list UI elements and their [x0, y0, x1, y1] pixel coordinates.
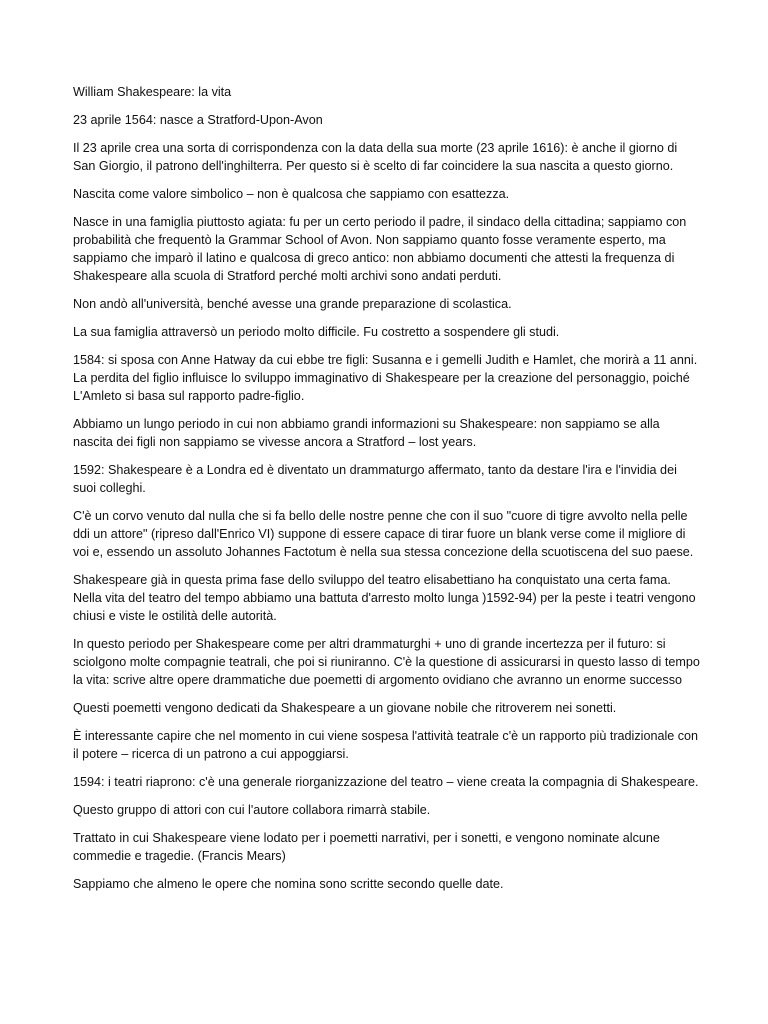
paragraph-uncertainty: In questo periodo per Shakespeare come per altri drammaturghi + uno di grande incertezza per il futuro: si sciolgono molte compagnie teatrali, che poi si riuniranno. C'è la questione di assicurarsi in questo lasso di tempo la vita: scrive altre opere drammatiche due poemetti di argomento ovidiano che avranno un enorme successo	[73, 637, 700, 687]
paragraph-university: Non andò all'università, benché avesse una grande preparazione di scolastica.	[73, 297, 512, 311]
paragraph-company-stable: Questo gruppo di attori con cui l'autore collabora rimarrà stabile.	[73, 803, 431, 817]
document-page	[73, 83, 703, 903]
paragraph-saint-george: Il 23 aprile crea una sorta di corrispondenza con la data della sua morte (23 aprile 1616): è anche il giorno di San Giorgio, il patrono dell'inghilterra. Per questo si è scelto di far coincidere la sua nascita a questo giorno.	[73, 141, 678, 173]
paragraph-1594-reopening: 1594: i teatri riaprono: c'è una generale riorganizzazione del teatro – viene creata la compagnia di Shakespeare.	[73, 775, 699, 789]
paragraph-upstart-crow: C'è un corvo venuto dal nulla che si fa bello delle nostre penne che con il suo "cuore di tigre avvolto nella pelle ddi un attore" (ripreso dall'Enrico VI) suppone di essere capace di tirar fuore un blank verse come il migliore di voi e, essendo un assoluto Johannes Factotum è nella sua stessa concezione della scuotiscena del suo paese.	[73, 509, 694, 559]
paragraph-1592-london: 1592: Shakespeare è a Londra ed è diventato un drammaturgo affermato, tanto da destare l'ira e l'invidia dei suoi colleghi.	[73, 463, 677, 495]
paragraph-family-education: Nasce in una famiglia piuttosto agiata: fu per un certo periodo il padre, il sindaco della cittadina; sappiamo con probabilità che frequentò la Grammar School of Avon. Non sappiamo quanto fosse veramente esperto, ma sappiamo che imparò il latino e qualcosa di greco antico: non abbiamo documenti che attesti la frequenza di Shakespeare alla scuola di Stratford perché molti archivi sono andati perduti.	[73, 215, 687, 283]
paragraph-birth-date: 23 aprile 1564: nasce a Stratford-Upon-Avon	[73, 113, 323, 127]
paragraph-elizabethan-fame: Shakespeare già in questa prima fase dello sviluppo del teatro elisabettiano ha conquistato una certa fama. Nella vita del teatro del tempo abbiamo una battuta d'arresto molto lunga )1592-94) per la peste i teatri vengono chiusi e viste le ostilità delle autorità.	[73, 573, 696, 623]
paragraph-1584-marriage: 1584: si sposa con Anne Hatway da cui ebbe tre figli: Susanna e i gemelli Judith e Hamlet, che morirà a 11 anni. La perdita del figlio influisce lo sviluppo immaginativo di Shakespeare per la creazione del personaggio, poiché L'Amleto si basa sul rapporto padre-figlio.	[73, 353, 698, 403]
paragraph-symbolic-birth: Nascita come valore simbolico – non è qualcosa che sappiamo con esattezza.	[73, 187, 510, 201]
paragraph-dating-works: Sappiamo che almeno le opere che nomina sono scritte secondo quelle date.	[73, 877, 504, 891]
paragraph-poems-dedication: Questi poemetti vengono dedicati da Shakespeare a un giovane nobile che ritroverem nei sonetti.	[73, 701, 617, 715]
paragraph-lost-years: Abbiamo un lungo periodo in cui non abbiamo grandi informazioni su Shakespeare: non sappiamo se alla nascita dei figli non sappiamo se vivesse ancora a Stratford – lost years.	[73, 417, 660, 449]
paragraph-family-difficulty: La sua famiglia attraversò un periodo molto difficile. Fu costretto a sospendere gli studi.	[73, 325, 560, 339]
document-title: William Shakespeare: la vita	[73, 85, 232, 99]
paragraph-francis-mears: Trattato in cui Shakespeare viene lodato per i poemetti narrativi, per i sonetti, e vengono nominate alcune commedie e tragedie. (Francis Mears)	[73, 831, 660, 863]
paragraph-patronage: È interessante capire che nel momento in cui viene sospesa l'attività teatrale c'è un rapporto più tradizionale con il potere – ricerca di un patrono a cui appoggiarsi.	[73, 729, 699, 761]
